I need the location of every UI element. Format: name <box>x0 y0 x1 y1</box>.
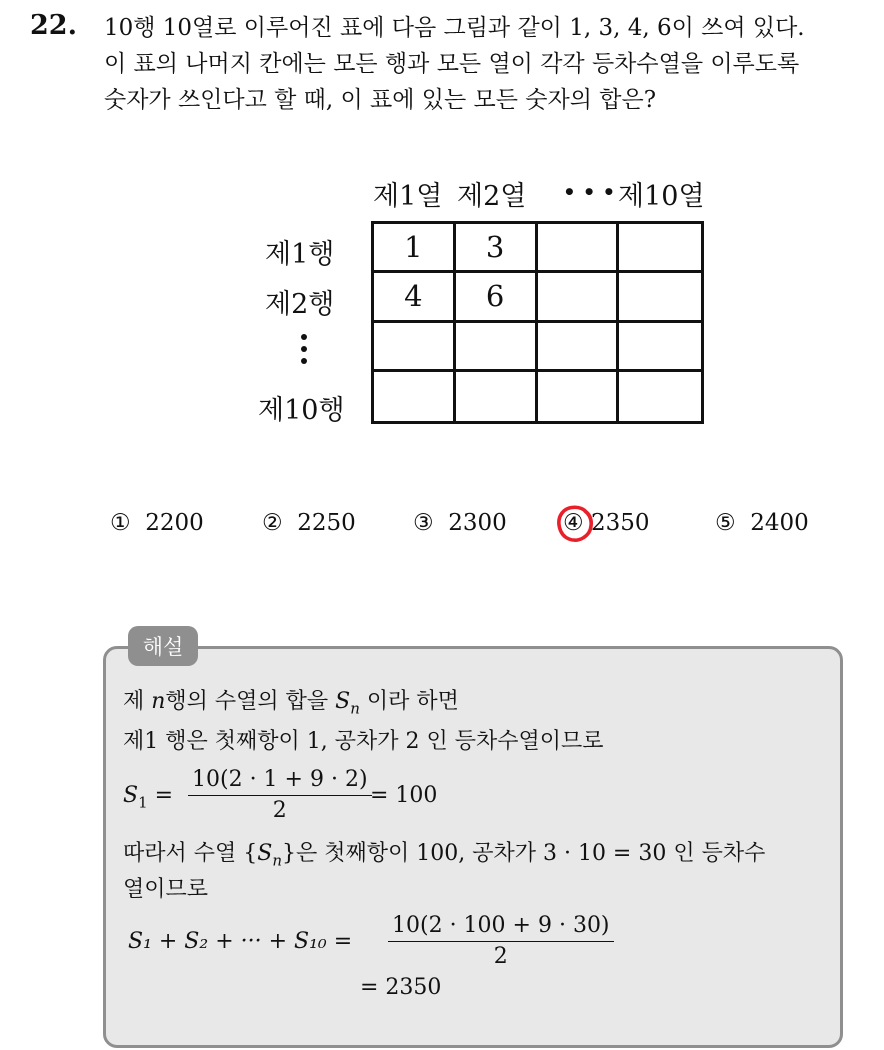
table-cell <box>374 372 456 421</box>
equation-1-fraction <box>188 765 372 826</box>
number-table <box>371 221 704 424</box>
row-label-1: 제1행 <box>265 239 335 270</box>
choice-1[interactable] <box>110 510 204 536</box>
col-label-10: 제10열 <box>618 181 705 212</box>
table-cell: 6 <box>456 273 538 322</box>
choice-marker: ⑤ <box>715 510 736 536</box>
col-label-ellipsis: • • • <box>563 180 616 204</box>
solution-line-2: 제1 행은 첫째항이 1, 공차가 2 인 등차수열이므로 <box>123 729 604 754</box>
col-label-1: 제1열 <box>373 181 443 212</box>
choice-5[interactable] <box>715 510 809 536</box>
table-cell <box>456 372 538 421</box>
equation-1-denominator: 2 <box>272 798 287 823</box>
choice-value: 2300 <box>448 510 507 536</box>
table-cell <box>538 323 620 372</box>
equation-1-rhs: = 100 <box>370 783 438 808</box>
question-number: 22. <box>30 10 77 41</box>
choice-value: 2250 <box>297 510 356 536</box>
row-label-10: 제10행 <box>258 395 345 426</box>
table-cell <box>538 372 620 421</box>
solution-line-1: 제 n행의 수열의 합을 $S_n$ 이라 하면 <box>123 689 459 718</box>
table-cell <box>456 323 538 372</box>
choice-value: 2350 <box>590 510 650 536</box>
table-cell <box>538 273 620 322</box>
equation-2-denominator: 2 <box>493 944 508 969</box>
answer-circle-mark-icon <box>555 503 595 543</box>
equation-2-numerator: 10(2 · 100 + 9 · 30) <box>388 911 614 942</box>
row-label-2: 제2행 <box>265 289 335 320</box>
table-cell <box>619 224 701 273</box>
table-cell: 1 <box>374 224 456 273</box>
equation-1-numerator: 10(2 · 1 + 9 · 2) <box>188 765 372 796</box>
question-text <box>104 10 874 118</box>
choice-marker: ④ <box>563 510 584 536</box>
vertical-ellipsis-icon <box>301 334 311 370</box>
solution-line-3: 따라서 수열 $\{S_n\}$은 첫째항이 100, 공차가 3 · 10 = 30 인 등차수 <box>123 841 766 870</box>
equation-2-lhs: S₁ + S₂ + ··· + S₁₀ = <box>128 929 353 954</box>
question-line-1: 10행 10열로 이루어진 표에 다음 그림과 같이 1, 3, 4, 6이 쓰여 있다. <box>104 15 805 41</box>
choice-value: 2200 <box>145 510 204 536</box>
table-cell <box>619 273 701 322</box>
equation-2-result: = 2350 <box>360 975 442 1000</box>
question-line-2: 이 표의 나머지 칸에는 모든 행과 모든 열이 각각 등차수열을 이루도록 <box>104 51 800 77</box>
question-line-3: 숫자가 쓰인다고 할 때, 이 표에 있는 모든 숫자의 합은? <box>104 87 657 113</box>
choice-marker: ③ <box>413 510 434 536</box>
table-cell: 3 <box>456 224 538 273</box>
solution-title: 해설 <box>128 626 198 666</box>
equation-2-fraction <box>388 911 614 972</box>
choice-value: 2400 <box>750 510 809 536</box>
col-label-2: 제2열 <box>457 181 527 212</box>
choice-3[interactable] <box>413 510 507 536</box>
choice-marker: ② <box>262 510 283 536</box>
choice-marker: ① <box>110 510 131 536</box>
table-cell <box>538 224 620 273</box>
table-cell: 4 <box>374 273 456 322</box>
choice-2[interactable] <box>262 510 356 536</box>
table-cell <box>374 323 456 372</box>
solution-line-4: 열이므로 <box>123 877 209 902</box>
table-cell <box>619 323 701 372</box>
equation-1-lhs: $S_1$ = <box>123 783 174 812</box>
table-cell <box>619 372 701 421</box>
